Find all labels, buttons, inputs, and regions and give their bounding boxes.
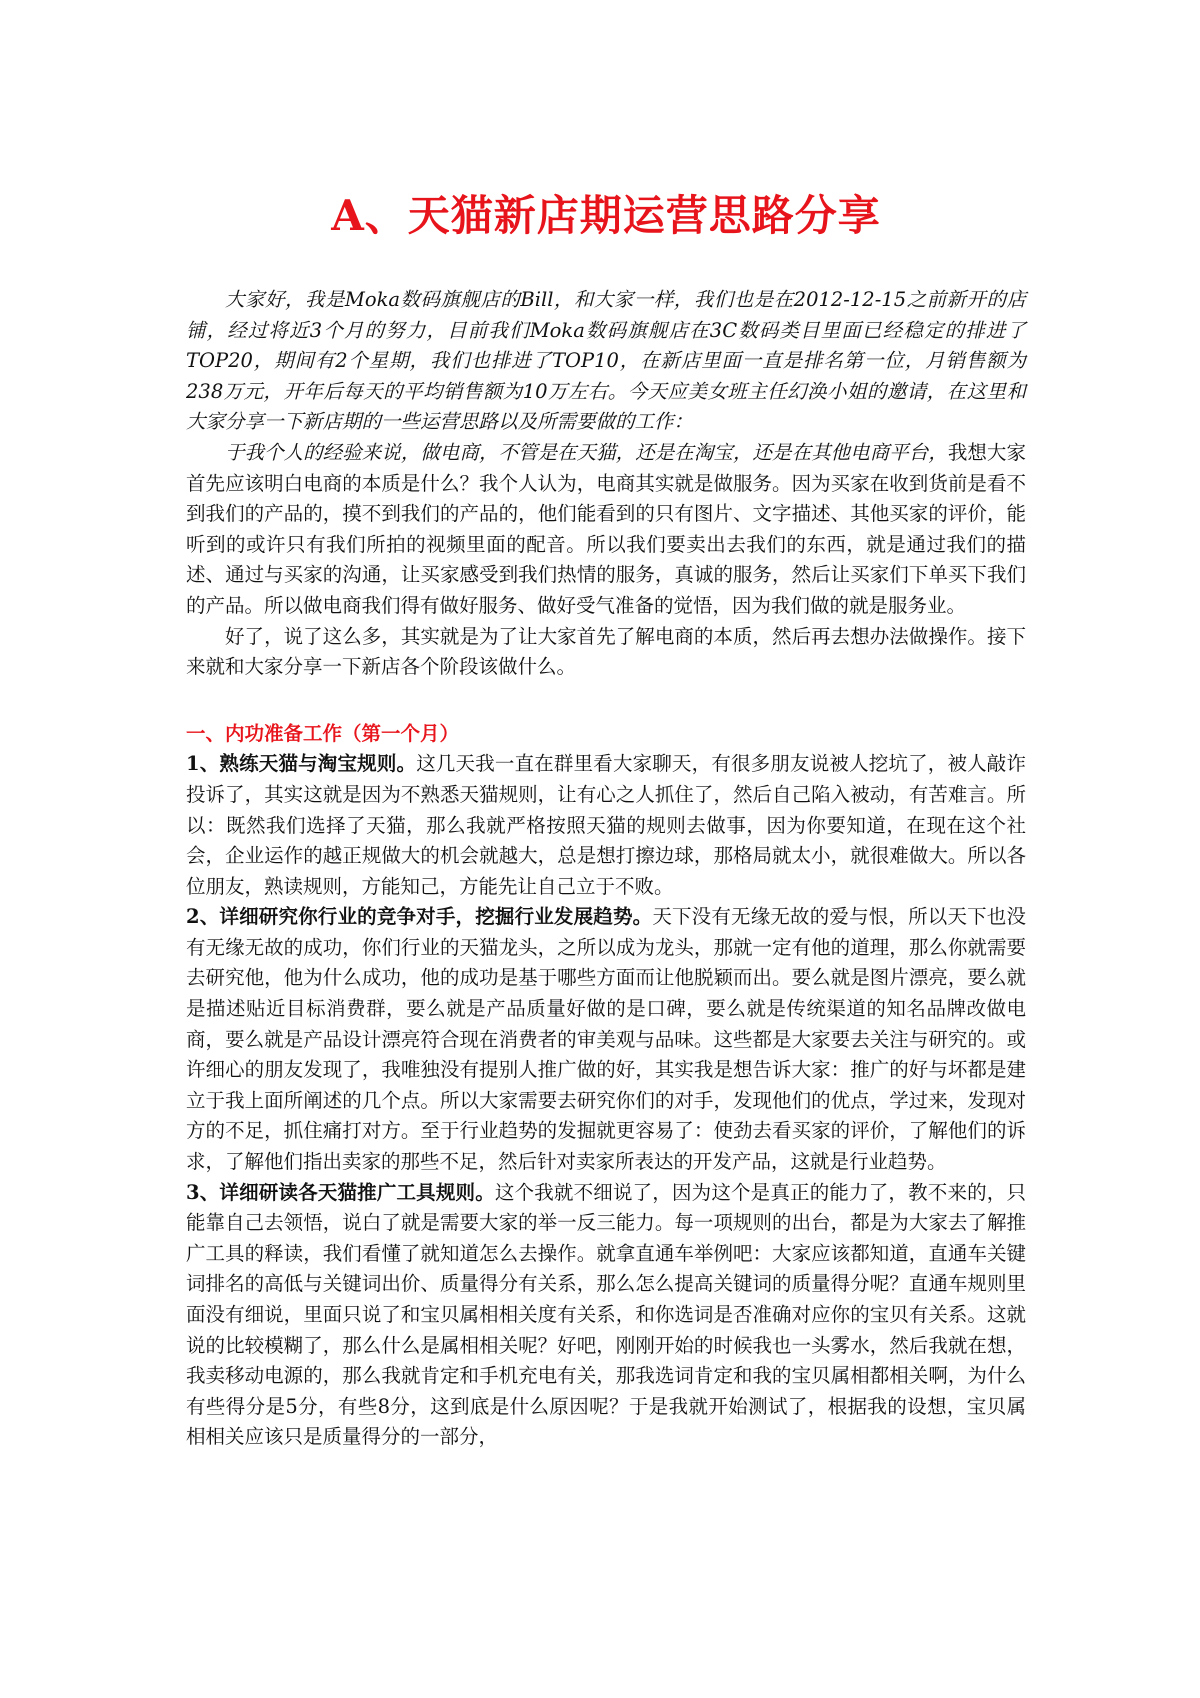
intro-text: 大家好，我是Moka数码旗舰店的Bill，和大家一样，我们也是在2012-12-15之前新开的店铺，经过将近3个月的努力，目前我们Moka数码旗舰店在3C数码类目里面已经稳定的排进了TOP20，期间有2个星期，我们也排进了TOP10，在新店里面一直是排名第一位，月销售额为238万元，开年后每天的平均销售额为10万左右。今天应美女班主任幻涣小姐的邀请，在这里和大家分享一下新店期的一些运营思路以及所需要做的工作： [186, 288, 1026, 434]
paragraph-service [186, 438, 1026, 622]
list-item-body: 这个我就不细说了，因为这个是真正的能力了，教不来的，只能靠自己去领悟，说白了就是需要大家的举一反三能力。每一项规则的出台，都是为大家去了解推广工具的释读，我们看懂了就知道怎么去操作。就拿直通车举例吧：大家应该都知道，直通车关键词排名的高低与关键词出价、质量得分有关系，那么怎么提高关键词的质量得分呢？直通车规则里面没有细说，里面只说了和宝贝属相相关度有关系，和你选词是否准确对应你的宝贝有关系。这就说的比较模糊了，那么什么是属相相关呢？好吧，刚刚开始的时候我也一头雾水，然后我就在想，我卖移动电源的，那么我就肯定和手机充电有关，那我选词肯定和我的宝贝属相都相关啊，为什么有些得分是5分，有些8分，这到底是什么原因呢？于是我就开始测试了，根据我的设想，宝贝属相相关应该只是质量得分的一部分， [186, 1180, 1026, 1449]
list-item-title: 2、详细研究你行业的竞争对手，挖掘行业发展趋势。 [186, 905, 653, 929]
list-item-body: 这几天我一直在群里看大家聊天，有很多朋友说被人挖坑了，被人敲诈投诉了，其实这就是因为不熟悉天猫规则，让有心之人抓住了，然后自己陷入被动，有苦难言。所以：既然我们选择了天猫，那么我就严格按照天猫的规则去做事，因为你要知道，在现在这个社会，企业运作的越正规做大的机会就越大，总是想打擦边球，那格局就太小，就很难做大。所以各位朋友，熟读规则，方能知己，方能先让自己立于不败。 [186, 752, 1026, 898]
list-item [186, 902, 1026, 1177]
document-title: A、天猫新店期运营思路分享 [331, 191, 881, 240]
paragraph-service-italic: 于我个人的经验来说，做电商，不管是在天猫，还是在淘宝，还是在其他电商平台， [225, 440, 948, 464]
intro-paragraph [186, 285, 1026, 438]
document-body [186, 285, 1026, 1453]
section-heading: 一、内功准备工作（第一个月） [186, 721, 460, 745]
paragraph-service-text: 我想大家首先应该明白电商的本质是什么？我个人认为，电商其实就是做服务。因为买家在收到货前是看不到我们的产品的，摸不到我们的产品的，他们能看到的只有图片、文字描述、其他买家的评价，能听到的或许只有我们所拍的视频里面的配音。所以我们要卖出去我们的东西，就是通过我们的描述、通过与买家的沟通，让买家感受到我们热情的服务，真诚的服务，然后让买家们下单买下我们的产品。所以做电商我们得有做好服务、做好受气准备的觉悟，因为我们做的就是服务业。 [186, 440, 1026, 617]
list-item [186, 749, 1026, 902]
list-item [186, 1178, 1026, 1453]
list-item-title: 3、详细研读各天猫推广工具规则。 [186, 1180, 495, 1204]
list-item-title: 1、熟练天猫与淘宝规则。 [186, 752, 417, 776]
list-item-body: 天下没有无缘无故的爱与恨，所以天下也没有无缘无故的成功，你们行业的天猫龙头，之所以成为龙头，那就一定有他的道理，那么你就需要去研究他，他为什么成功，他的成功是基于哪些方面而让他脱颖而出。要么就是图片漂亮，要么就是描述贴近目标消费群，要么就是产品质量好做的是口碑，要么就是传统渠道的知名品牌改做电商，要么就是产品设计漂亮符合现在消费者的审美观与品味。这些都是大家要去关注与研究的。或许细心的朋友发现了，我唯独没有提别人推广做的好，其实我是想告诉大家：推广的好与坏都是建立于我上面所阐述的几个点。所以大家需要去研究你们的对手，发现他们的优点，学过来，发现对方的不足，抓住痛打对方。至于行业趋势的发掘就更容易了：使劲去看买家的评价，了解他们的诉求，了解他们指出卖家的那些不足，然后针对卖家所表达的开发产品，这就是行业趋势。 [186, 905, 1026, 1174]
paragraph-transition: 好了，说了这么多，其实就是为了让大家首先了解电商的本质，然后再去想办法做操作。接下来就和大家分享一下新店各个阶段该做什么。 [186, 624, 1026, 679]
